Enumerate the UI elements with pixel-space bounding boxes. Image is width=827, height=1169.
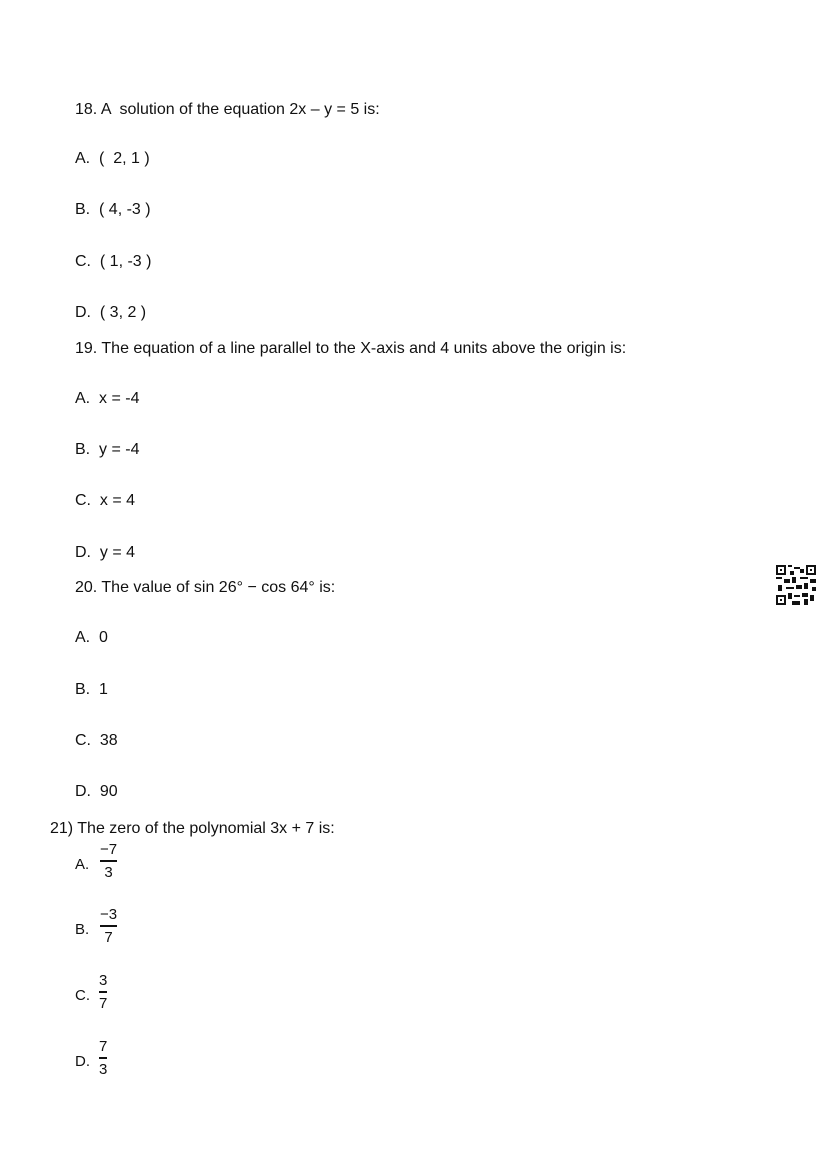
option-b: B. 1 bbox=[75, 681, 108, 698]
option-d: D. ( 3, 2 ) bbox=[75, 304, 147, 321]
option-a: A. x = -4 bbox=[75, 390, 140, 407]
option-d: D. 90 bbox=[75, 783, 118, 800]
option-b: B. y = -4 bbox=[75, 441, 140, 458]
numerator: 7 bbox=[99, 1038, 108, 1055]
denominator: 3 bbox=[104, 864, 113, 881]
option-c: C. ( 1, -3 ) bbox=[75, 253, 152, 270]
option-d-letter: D. bbox=[75, 1053, 90, 1070]
option-c: C. x = 4 bbox=[75, 492, 136, 509]
option-d-fraction bbox=[99, 1038, 107, 1078]
option-a: A. 0 bbox=[75, 629, 108, 646]
denominator: 7 bbox=[99, 995, 108, 1012]
numerator: 3 bbox=[99, 972, 108, 989]
question-19: 19. The equation of a line parallel to the X-axis and 4 units above the origin is: bbox=[75, 340, 627, 357]
fraction-bar bbox=[99, 991, 107, 993]
qr-code-icon bbox=[776, 565, 816, 605]
option-d: D. y = 4 bbox=[75, 544, 136, 561]
fraction-bar bbox=[100, 925, 117, 927]
numerator: −7 bbox=[100, 841, 118, 858]
question-20: 20. The value of sin 26° − cos 64° is: bbox=[75, 579, 336, 596]
question-18: 18. A solution of the equation 2x – y = 5 is: bbox=[75, 101, 380, 118]
question-21: 21) The zero of the polynomial 3x + 7 is: bbox=[50, 820, 335, 837]
option-c-letter: C. bbox=[75, 987, 90, 1004]
fraction-bar bbox=[100, 860, 117, 862]
numerator: −3 bbox=[100, 906, 118, 923]
option-a-letter: A. bbox=[75, 856, 90, 873]
option-c-fraction bbox=[99, 972, 107, 1012]
denominator: 3 bbox=[99, 1061, 108, 1078]
fraction-bar bbox=[99, 1057, 107, 1059]
denominator: 7 bbox=[104, 929, 113, 946]
option-c: C. 38 bbox=[75, 732, 118, 749]
option-a: A. ( 2, 1 ) bbox=[75, 150, 150, 167]
option-b-letter: B. bbox=[75, 921, 90, 938]
option-a-fraction bbox=[100, 841, 117, 881]
option-b-fraction bbox=[100, 906, 117, 946]
option-b: B. ( 4, -3 ) bbox=[75, 201, 151, 218]
